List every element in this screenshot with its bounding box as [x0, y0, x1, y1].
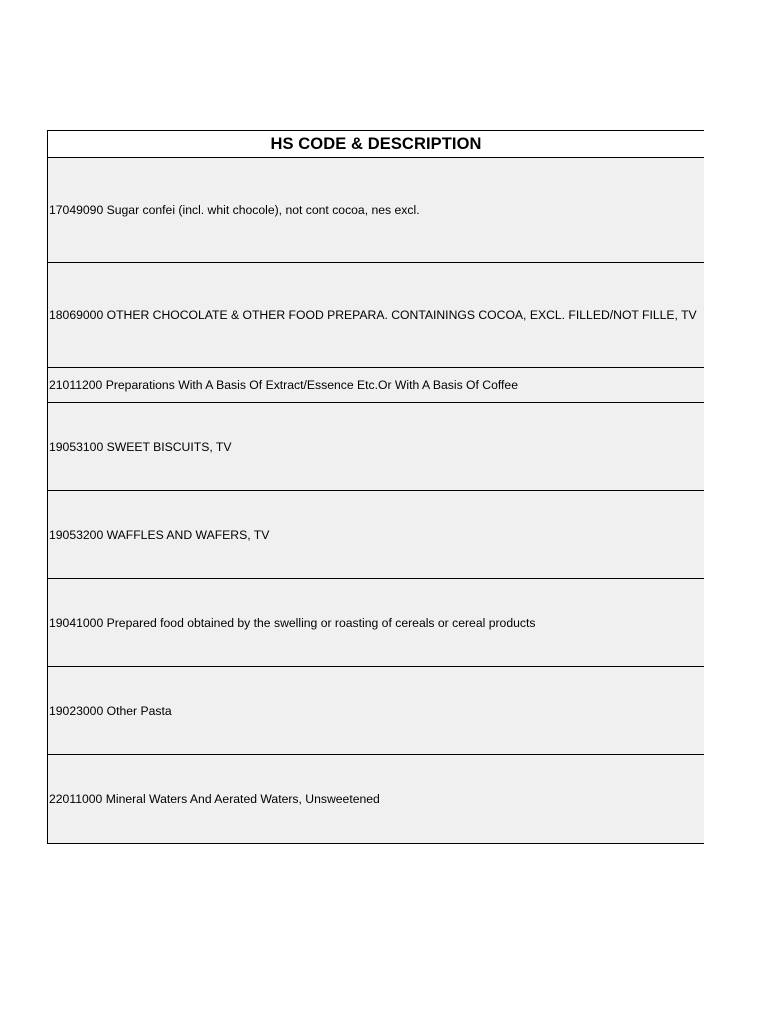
table-header: HS CODE & DESCRIPTION: [48, 131, 704, 158]
table-row: 22011000 Mineral Waters And Aerated Waters, Unsweetened: [49, 792, 380, 806]
table-row: 19041000 Prepared food obtained by the swelling or roasting of cereals or cereal products: [48, 579, 704, 667]
table-row: 19023000 Other Pasta: [48, 667, 704, 755]
table-row: 18069000 OTHER CHOCOLATE & OTHER FOOD PREPARA. CONTAININGS COCOA, EXCL. FILLED/NOT FILLE, TV: [48, 263, 704, 368]
hs-code-table: [47, 130, 704, 844]
table-row: 17049090 Sugar confei (incl. whit chocole), not cont cocoa, nes excl.: [48, 158, 704, 263]
table-row: 19053200 WAFFLES AND WAFERS, TV: [48, 491, 704, 579]
table-row: 21011200 Preparations With A Basis Of Extract/Essence Etc.Or With A Basis Of Coffee: [48, 368, 704, 403]
table-row: 19053100 SWEET BISCUITS, TV: [48, 403, 704, 491]
